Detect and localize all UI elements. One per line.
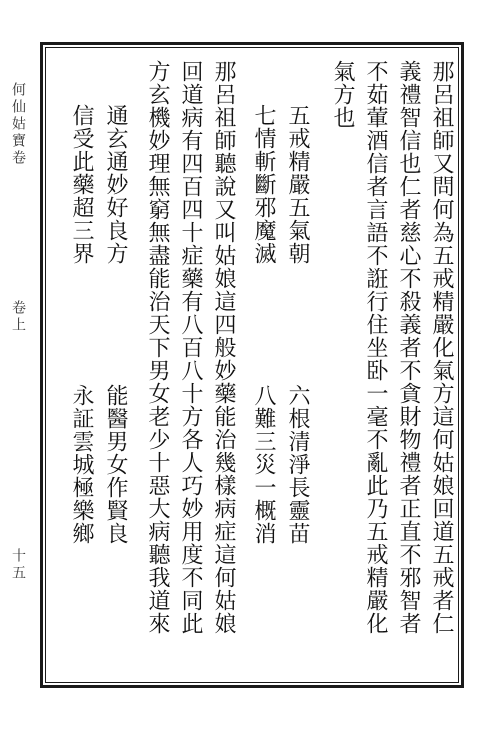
margin-page-number: 十五 [10, 548, 26, 582]
text-column-3: 不茹葷酒信者言語不誑行住坐卧一毫不亂此乃五戒精嚴化 [363, 60, 388, 635]
verse-line-5: 通玄通妙好良方 [103, 104, 128, 265]
verse-line-2: 六根清淨長靈苗 [285, 384, 310, 545]
verse-line-6: 能醫男女作賢良 [103, 384, 128, 545]
text-column-9: 方玄機妙理無窮無盡能治天下男女老少十惡大病聽我道來 [145, 60, 170, 635]
verse-line-3: 七情斬斷邪魔滅 [251, 104, 276, 265]
text-column-4: 氣方也 [330, 60, 355, 129]
verse-line-4: 八難三災一概消 [251, 384, 276, 545]
text-column-8: 回道病有四百四十症藥有八百八十方各人巧妙用度不同此 [178, 60, 203, 635]
verse-line-8: 永証雲城極樂鄉 [69, 384, 94, 545]
verse-line-1: 五戒精嚴五氣朝 [285, 104, 310, 265]
margin-volume-label: 卷上 [10, 300, 26, 334]
text-column-1: 那呂祖師又問何為五戒精嚴化氣方這何姑娘回道五戒者仁 [429, 60, 454, 635]
text-column-7: 那呂祖師聽說又叫姑娘這四般妙藥能治幾樣病症這何姑娘 [211, 60, 236, 635]
text-column-2: 義禮智信也仁者慈心不殺義者不貪財物禮者正直不邪智者 [396, 60, 421, 635]
verse-line-7: 信受此藥超三界 [69, 104, 94, 265]
margin-book-title: 何仙姑寶卷 [10, 82, 26, 167]
